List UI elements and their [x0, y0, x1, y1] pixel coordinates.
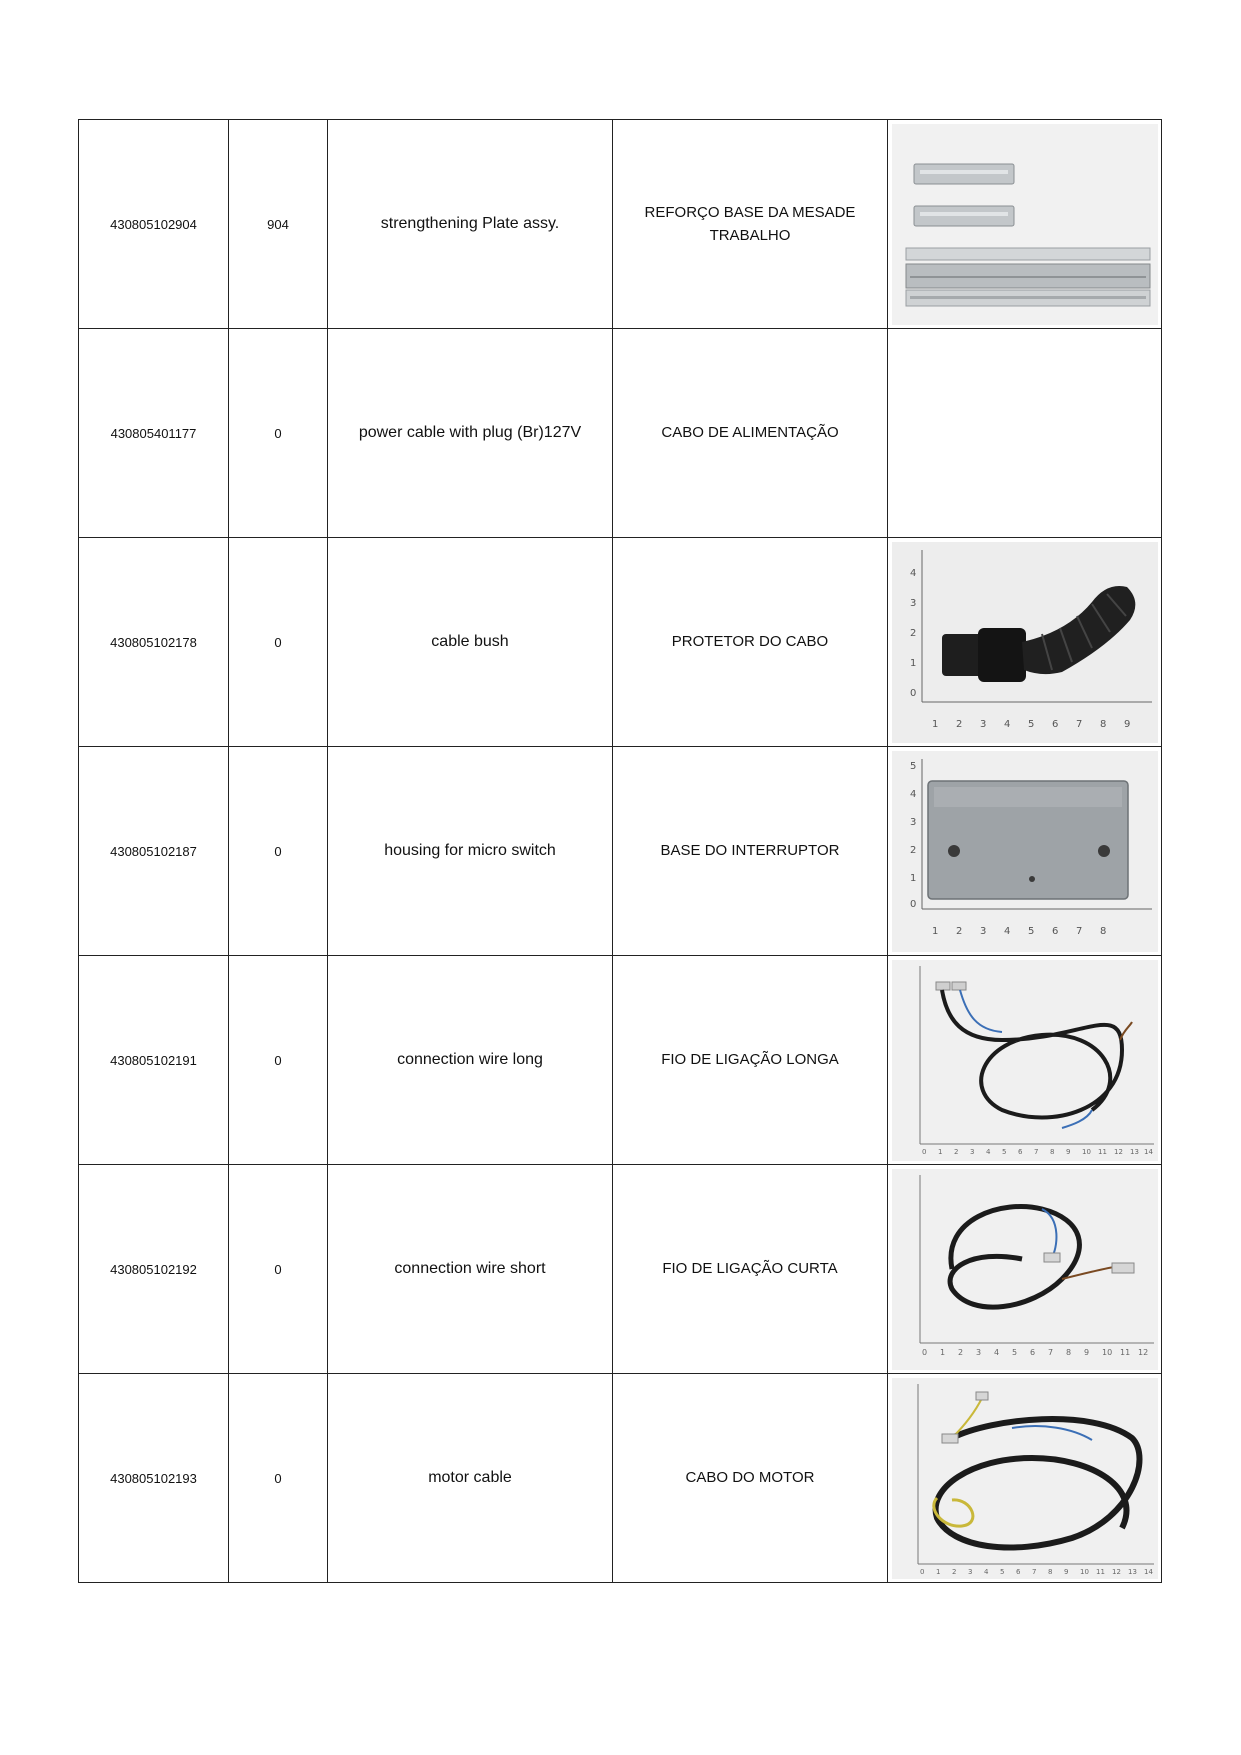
metal-strips-photo [892, 124, 1158, 325]
part-number: 430805102191 [79, 956, 229, 1165]
svg-text:1: 1 [909, 872, 916, 884]
svg-text:3: 3 [979, 925, 986, 937]
svg-text:7: 7 [1075, 718, 1082, 730]
svg-text:2: 2 [909, 844, 916, 856]
svg-text:2: 2 [957, 1347, 963, 1357]
part-number: 430805102178 [79, 538, 229, 747]
position-number: 0 [229, 538, 328, 747]
svg-text:12: 12 [1113, 1147, 1123, 1156]
svg-text:3: 3 [979, 718, 986, 730]
svg-text:5: 5 [1027, 925, 1034, 937]
part-image-cell [888, 1165, 1162, 1374]
description-portuguese: PROTETOR DO CABO [613, 538, 888, 747]
short-wire-photo [892, 1169, 1158, 1370]
description-portuguese: FIO DE LIGAÇÃO LONGA [613, 956, 888, 1165]
svg-text:3: 3 [967, 1567, 972, 1576]
svg-text:8: 8 [1065, 1347, 1071, 1357]
svg-text:3: 3 [975, 1347, 981, 1357]
svg-text:11: 11 [1095, 1567, 1105, 1576]
svg-text:4: 4 [909, 567, 916, 579]
long-wire-photo [892, 960, 1158, 1161]
description-english: cable bush [328, 538, 613, 747]
svg-text:8: 8 [1047, 1567, 1052, 1576]
description-portuguese: REFORÇO BASE DA MESADE TRABALHO [613, 120, 888, 329]
position-number: 0 [229, 1374, 328, 1583]
svg-text:1: 1 [939, 1347, 945, 1357]
svg-text:5: 5 [1027, 718, 1034, 730]
svg-text:5: 5 [909, 760, 916, 772]
svg-text:14: 14 [1143, 1147, 1153, 1156]
svg-text:1: 1 [937, 1147, 942, 1156]
svg-text:1: 1 [909, 657, 916, 669]
table-row [79, 956, 1162, 1165]
svg-text:11: 11 [1097, 1147, 1107, 1156]
part-image-cell-empty [888, 329, 1162, 538]
svg-text:3: 3 [909, 816, 916, 828]
part-image-cell [888, 1374, 1162, 1583]
svg-text:6: 6 [1051, 925, 1058, 937]
svg-text:10: 10 [1079, 1567, 1089, 1576]
svg-text:9: 9 [1123, 718, 1130, 730]
svg-text:4: 4 [985, 1147, 990, 1156]
description-portuguese: FIO DE LIGAÇÃO CURTA [613, 1165, 888, 1374]
position-number: 904 [229, 120, 328, 329]
svg-text:0: 0 [921, 1147, 926, 1156]
table-row [79, 747, 1162, 956]
position-number: 0 [229, 329, 328, 538]
description-portuguese: CABO DE ALIMENTAÇÃO [613, 329, 888, 538]
svg-text:0: 0 [909, 687, 916, 699]
svg-text:12: 12 [1111, 1567, 1121, 1576]
svg-text:10: 10 [1081, 1147, 1091, 1156]
svg-text:1: 1 [931, 925, 938, 937]
svg-text:9: 9 [1065, 1147, 1070, 1156]
svg-text:1: 1 [931, 718, 938, 730]
svg-text:7: 7 [1047, 1347, 1053, 1357]
svg-text:14: 14 [1143, 1567, 1153, 1576]
part-image-cell [888, 538, 1162, 747]
parts-table [78, 119, 1162, 1583]
svg-text:4: 4 [1003, 718, 1010, 730]
svg-text:11: 11 [1119, 1347, 1130, 1357]
svg-text:0: 0 [919, 1567, 924, 1576]
svg-text:4: 4 [983, 1567, 988, 1576]
svg-text:0: 0 [909, 898, 916, 910]
motor-cable-photo [892, 1378, 1158, 1579]
description-portuguese: CABO DO MOTOR [613, 1374, 888, 1583]
svg-text:2: 2 [909, 627, 916, 639]
svg-text:4: 4 [1003, 925, 1010, 937]
part-number: 430805102192 [79, 1165, 229, 1374]
svg-text:7: 7 [1031, 1567, 1036, 1576]
part-number: 430805102187 [79, 747, 229, 956]
svg-text:7: 7 [1033, 1147, 1038, 1156]
svg-text:5: 5 [1011, 1347, 1017, 1357]
cable-bush-photo [892, 542, 1158, 743]
svg-text:7: 7 [1075, 925, 1082, 937]
svg-text:6: 6 [1051, 718, 1058, 730]
svg-text:3: 3 [969, 1147, 974, 1156]
svg-text:13: 13 [1129, 1147, 1139, 1156]
svg-text:9: 9 [1063, 1567, 1068, 1576]
part-image-cell [888, 120, 1162, 329]
svg-text:13: 13 [1127, 1567, 1137, 1576]
position-number: 0 [229, 1165, 328, 1374]
svg-text:5: 5 [999, 1567, 1004, 1576]
description-english: housing for micro switch [328, 747, 613, 956]
part-image-cell [888, 747, 1162, 956]
part-number: 430805102904 [79, 120, 229, 329]
svg-text:2: 2 [955, 925, 962, 937]
table-row [79, 1165, 1162, 1374]
part-number: 430805401177 [79, 329, 229, 538]
svg-text:6: 6 [1017, 1147, 1022, 1156]
svg-text:2: 2 [953, 1147, 958, 1156]
table-row [79, 538, 1162, 747]
svg-text:6: 6 [1015, 1567, 1020, 1576]
svg-text:8: 8 [1099, 925, 1106, 937]
table-row [79, 120, 1162, 329]
svg-text:4: 4 [909, 788, 916, 800]
table-row [79, 1374, 1162, 1583]
svg-text:8: 8 [1049, 1147, 1054, 1156]
description-english: strengthening Plate assy. [328, 120, 613, 329]
svg-text:8: 8 [1099, 718, 1106, 730]
svg-text:10: 10 [1101, 1347, 1112, 1357]
svg-text:6: 6 [1029, 1347, 1035, 1357]
table-row [79, 329, 1162, 538]
description-english: connection wire long [328, 956, 613, 1165]
svg-text:12: 12 [1137, 1347, 1148, 1357]
description-english: power cable with plug (Br)127V [328, 329, 613, 538]
svg-text:5: 5 [1001, 1147, 1006, 1156]
description-english: motor cable [328, 1374, 613, 1583]
description-portuguese: BASE DO INTERRUPTOR [613, 747, 888, 956]
position-number: 0 [229, 956, 328, 1165]
svg-text:3: 3 [909, 597, 916, 609]
svg-text:2: 2 [951, 1567, 956, 1576]
part-number: 430805102193 [79, 1374, 229, 1583]
description-english: connection wire short [328, 1165, 613, 1374]
part-image-cell [888, 956, 1162, 1165]
svg-text:0: 0 [921, 1347, 927, 1357]
switch-plate-photo [892, 751, 1158, 952]
svg-text:2: 2 [955, 718, 962, 730]
position-number: 0 [229, 747, 328, 956]
svg-text:1: 1 [935, 1567, 940, 1576]
svg-text:4: 4 [993, 1347, 999, 1357]
svg-text:9: 9 [1083, 1347, 1089, 1357]
